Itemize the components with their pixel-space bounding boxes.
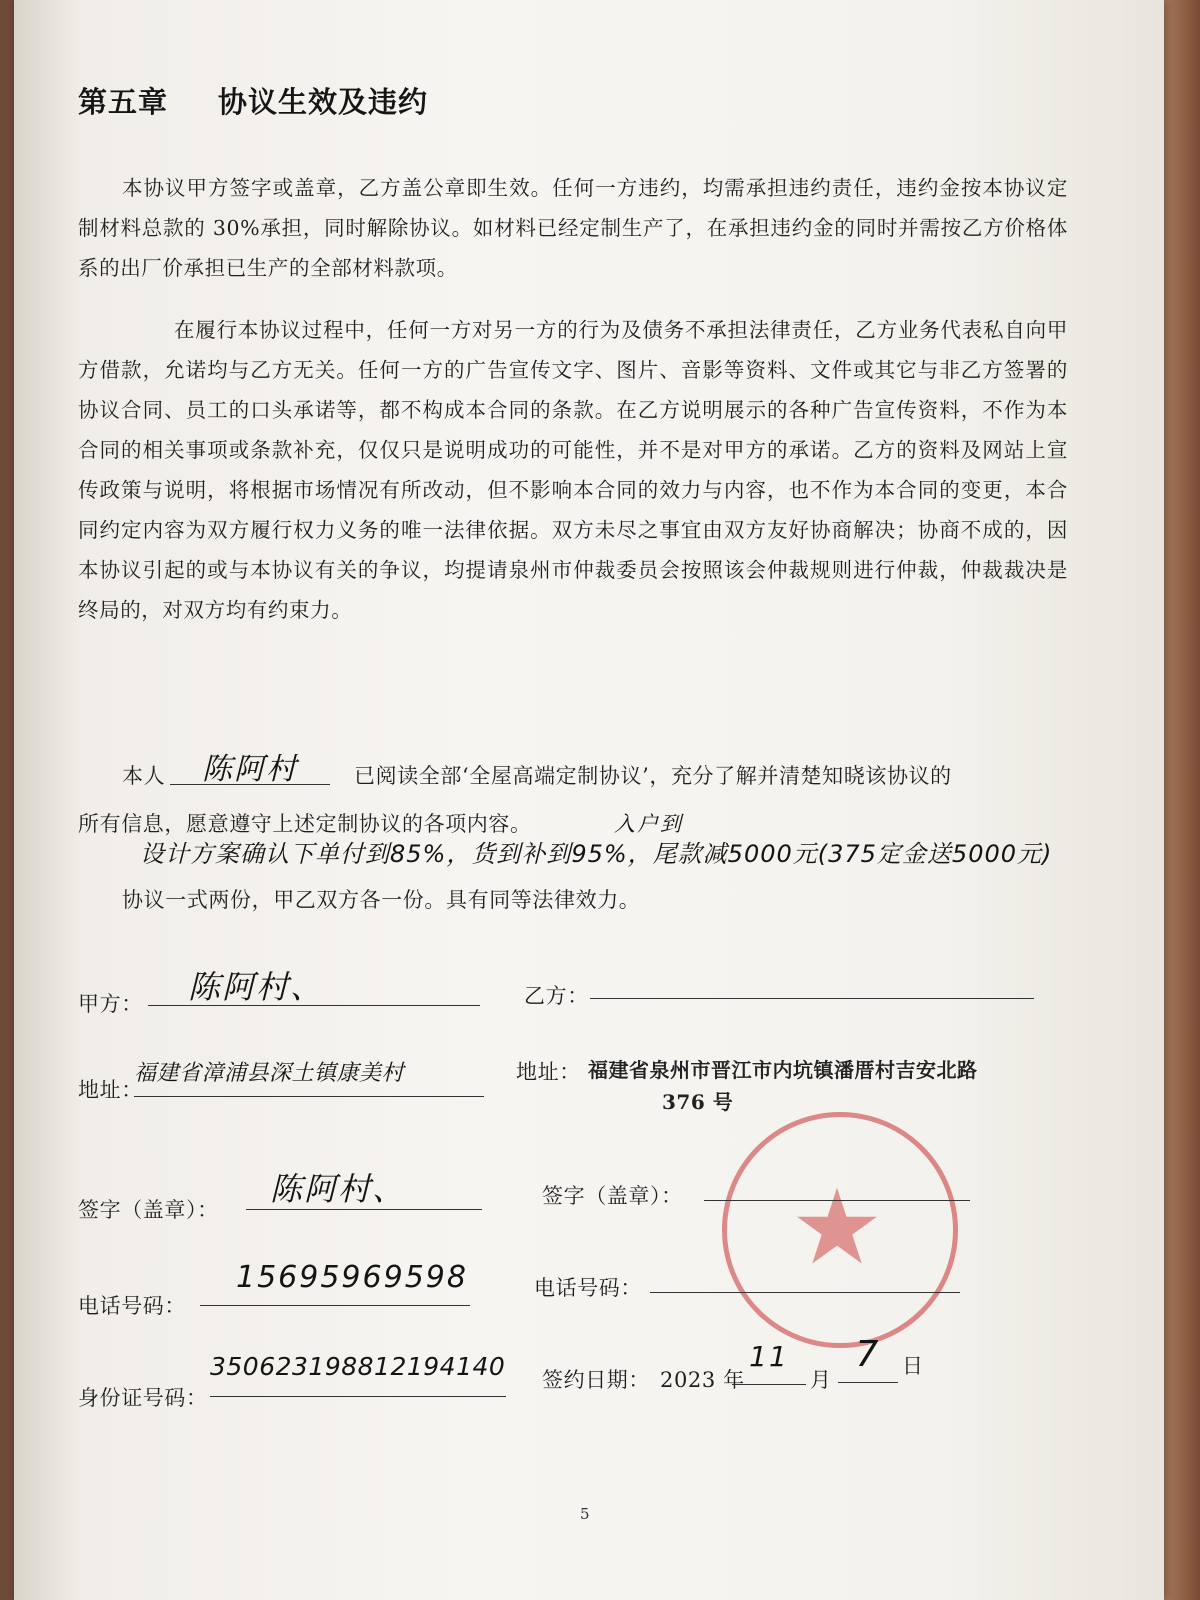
- paragraph-liability: 在履行本协议过程中，任何一方对另一方的行为及债务不承担法律责任，乙方业务代表私自向甲方借款，允诺均与乙方无关。任何一方的广告宣传文字、图片、音影等资料、文件或其它与非乙方签署的协议合同、员工的口头承诺等，都不构成本合同的条款。在乙方说明展示的各种广告宣传资料，不作为本合同的相关事项或条款补充，仅仅只是说明成功的可能性，并不是对甲方的承诺。乙方的资料及网站上宣传政策与说明，将根据市场情况有所改动，但不影响本合同的效力与内容，也不作为本合同的变更，本合同约定内容为双方履行权力义务的唯一法律依据。双方未尽之事宜由双方友好协商解决；协商不成的，因本协议引起的或与本协议有关的争议，均提请泉州市仲裁委员会按照该会仲裁规则进行仲裁，仲裁裁决是终局的，对双方均有约束力。: [78, 318, 1068, 622]
- party-a-name: 陈阿村、: [148, 962, 480, 1006]
- party-b-sign-line: [704, 1176, 970, 1201]
- sign-date-label: 签约日期：: [542, 1368, 650, 1392]
- handwritten-insert: 入户到: [614, 812, 683, 836]
- ack-name-handwritten: 陈阿村: [170, 744, 330, 785]
- sign-date-day-unit: 日: [902, 1354, 924, 1378]
- party-a-signature: 陈阿村、: [246, 1164, 482, 1210]
- party-a-phone-label: 电话号码：: [78, 1294, 186, 1318]
- party-a-address-label: 地址：: [78, 1078, 143, 1102]
- sign-date-month-unit: 月: [810, 1368, 832, 1392]
- party-b-phone-label: 电话号码：: [534, 1276, 642, 1300]
- chapter-heading: [78, 80, 428, 121]
- party-b-sign-label: 签字（盖章）：: [542, 1184, 683, 1208]
- chapter-title: 协议生效及违约: [218, 85, 429, 119]
- ack-line2: 所有信息，愿意遵守上述定制协议的各项内容。: [78, 812, 532, 836]
- party-a-id-number: 350623198812194140: [210, 1352, 506, 1397]
- page-number: 5: [580, 1505, 590, 1523]
- sign-date-month: 11: [732, 1340, 806, 1385]
- party-b-phone-line: [650, 1268, 960, 1293]
- ack-line1: 已阅读全部‘全屋高端定制协议’，充分了解并清楚知晓该协议的: [354, 764, 952, 788]
- party-a-address: 福建省漳浦县深土镇康美村: [134, 1056, 484, 1097]
- copies-statement: 协议一式两份，甲乙双方各一份。具有同等法律效力。: [122, 888, 641, 912]
- party-a-phone: 15695969598: [200, 1260, 470, 1306]
- handwritten-payment-note: 设计方案确认下单付到85%，货到补到95%，尾款减5000元(375定金送5000元): [140, 840, 1053, 868]
- document-page: [14, 0, 1164, 1600]
- chapter-number: 第五章: [78, 85, 169, 119]
- paragraph-effectiveness: 本协议甲方签字或盖章，乙方盖公章即生效。任何一方违约，均需承担违约责任，违约金按本协议定制材料总款的 30%承担，同时解除协议。如材料已经定制生产了，在承担违约金的同时并需按乙方价格体系的出厂价承担已生产的全部材料款项。: [78, 176, 1068, 280]
- sign-date-day: 7: [838, 1334, 898, 1383]
- ack-prefix: 本人: [122, 764, 166, 788]
- party-b-label: 乙方：: [524, 984, 589, 1008]
- party-b-line: [590, 974, 1034, 999]
- sign-date-year: 2023 年: [660, 1368, 745, 1392]
- party-a-label: 甲方：: [78, 992, 143, 1016]
- party-b-address-line2: 376 号: [662, 1090, 734, 1114]
- party-a-id-label: 身份证号码：: [78, 1386, 208, 1410]
- party-b-address-line1: 福建省泉州市晋江市内坑镇潘厝村吉安北路: [588, 1058, 978, 1082]
- party-b-address-label: 地址：: [516, 1060, 581, 1084]
- party-a-sign-label: 签字（盖章）：: [78, 1198, 219, 1222]
- seal-star-icon: ★: [790, 1166, 884, 1288]
